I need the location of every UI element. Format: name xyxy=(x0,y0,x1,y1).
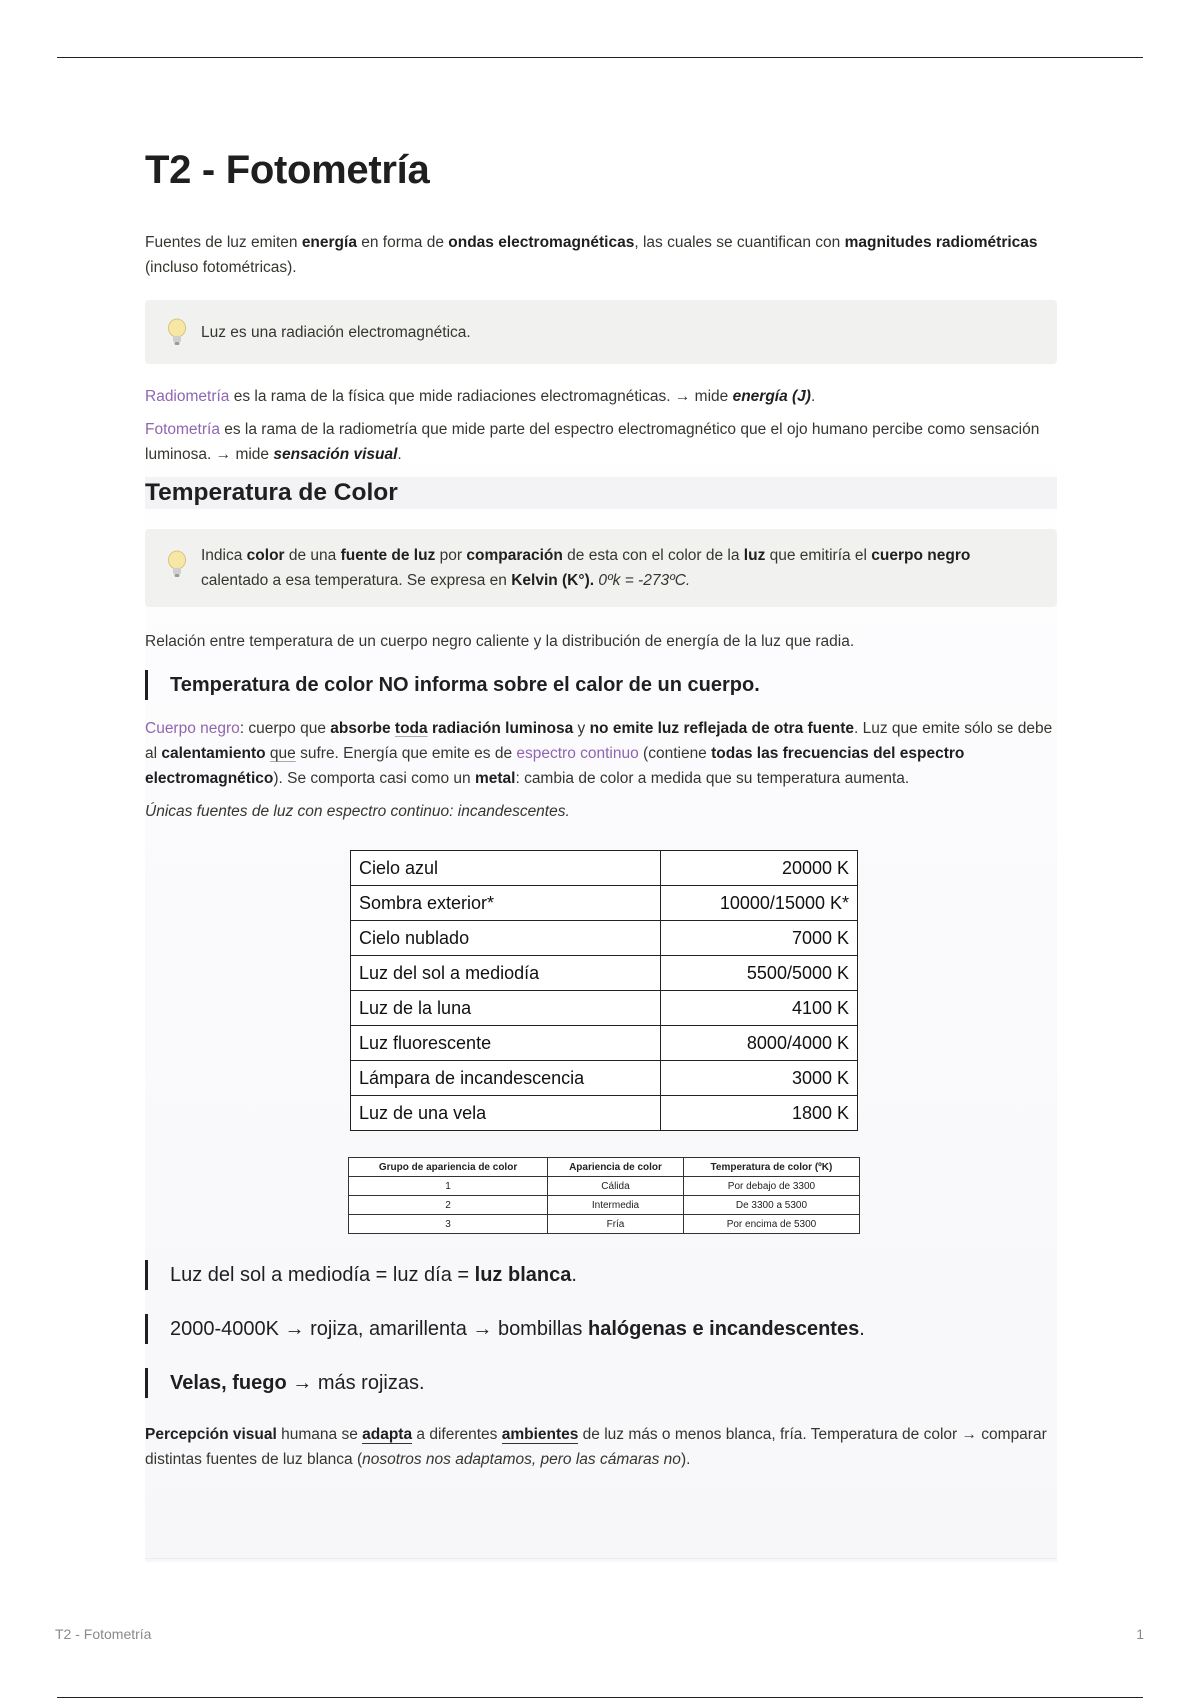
table-cell: Fría xyxy=(548,1215,684,1234)
callout-light xyxy=(145,300,1057,364)
footer-title: T2 - Fotometría xyxy=(55,1626,152,1642)
top-rule xyxy=(57,57,1143,58)
espectro-continuo-term: espectro continuo xyxy=(516,745,639,762)
footer-page-number: 1 xyxy=(1136,1626,1144,1642)
table-cell: 2 xyxy=(349,1196,548,1215)
kelvin-cell: 8000/4000 K xyxy=(661,1026,858,1061)
light-source-cell: Luz fluorescente xyxy=(351,1026,661,1061)
callout-color-temperature-text: Indica color de una fuente de luz por comparación de esta con el color de la luz que emitiría el cuerpo negro calentado a esa temperatura. Se expresa en Kelvin (K°). 0ºk = -273ºC. xyxy=(201,547,971,589)
light-source-cell: Luz de una vela xyxy=(351,1096,661,1131)
callout-color-temperature xyxy=(145,529,1057,607)
quote-white-light: Luz del sol a mediodía = luz día = luz blanca. xyxy=(145,1260,1057,1290)
quote-candles: Velas, fuego → más rojizas. xyxy=(145,1368,1057,1398)
percepcion-paragraph: Percepción visual humana se adapta a diferentes ambientes de luz más o menos blanca, fría. Temperatura de color → comparar distintas fuentes de luz blanca (nosotros nos adaptamos, pero las cámaras no). xyxy=(145,1426,1047,1468)
relacion-paragraph: Relación entre temperatura de un cuerpo negro caliente y la distribución de energía de la luz que radia. xyxy=(145,633,855,650)
column-header: Grupo de apariencia de color xyxy=(349,1158,548,1177)
table-row xyxy=(351,1026,858,1061)
table-cell: Cálida xyxy=(548,1177,684,1196)
light-source-cell: Luz de la luna xyxy=(351,991,661,1026)
page-title: T2 - Fotometría xyxy=(145,148,430,192)
table-cell: Por debajo de 3300 xyxy=(683,1177,859,1196)
table-row xyxy=(351,886,858,921)
light-source-cell: Sombra exterior* xyxy=(351,886,661,921)
color-temperature-table xyxy=(350,850,858,1131)
bottom-rule xyxy=(57,1697,1143,1698)
kelvin-cell: 10000/15000 K* xyxy=(661,886,858,921)
cuerpo-negro-paragraph: Cuerpo negro: cuerpo que absorbe toda radiación luminosa y no emite luz reflejada de otra fuente. Luz que emite sólo se debe al calentamiento que sufre. Energía que emite es de espectro continuo (contiene todas las frecuencias del espectro electromagnético). Se comporta casi como un metal: cambia de color a medida que su temperatura aumenta. xyxy=(145,720,1053,787)
table-row xyxy=(351,1096,858,1131)
kelvin-cell: 4100 K xyxy=(661,991,858,1026)
fotometria-paragraph: Fotometría es la rama de la radiometría que mide parte del espectro electromagnético que el ojo humano percibe como sensación luminosa. → mide sensación visual. xyxy=(145,421,1040,463)
kelvin-cell: 7000 K xyxy=(661,921,858,956)
color-appearance-table xyxy=(348,1157,860,1234)
table-row xyxy=(349,1215,860,1234)
lightbulb-icon xyxy=(165,317,189,347)
column-header: Temperatura de color (ºK) xyxy=(683,1158,859,1177)
kelvin-cell: 5500/5000 K xyxy=(661,956,858,991)
light-source-cell: Cielo nublado xyxy=(351,921,661,956)
table-row xyxy=(351,1061,858,1096)
heading-color-temperature: Temperatura de Color xyxy=(145,477,1057,509)
content-end-rule xyxy=(145,1558,1057,1559)
table-row xyxy=(351,921,858,956)
kelvin-cell: 3000 K xyxy=(661,1061,858,1096)
callout-light-text: Luz es una radiación electromagnética. xyxy=(201,323,471,341)
radiometria-paragraph: Radiometría es la rama de la física que mide radiaciones electromagnéticas. → mide energía (J). xyxy=(145,388,816,405)
quote-halogen: 2000-4000K → rojiza, amarillenta → bombillas halógenas e incandescentes. xyxy=(145,1314,1057,1344)
kelvin-cell: 1800 K xyxy=(661,1096,858,1131)
page-content xyxy=(145,130,1057,1472)
table-row xyxy=(351,851,858,886)
table-cell: Intermedia xyxy=(548,1196,684,1215)
light-source-cell: Cielo azul xyxy=(351,851,661,886)
table-row xyxy=(351,991,858,1026)
radiometria-term: Radiometría xyxy=(145,388,230,405)
table-cell: De 3300 a 5300 xyxy=(683,1196,859,1215)
light-source-cell: Lámpara de incandescencia xyxy=(351,1061,661,1096)
table-cell: 3 xyxy=(349,1215,548,1234)
table-cell: 1 xyxy=(349,1177,548,1196)
intro-paragraph: Fuentes de luz emiten energía en forma de ondas electromagnéticas, las cuales se cuantifican con magnitudes radiométricas (incluso fotométricas). xyxy=(145,234,1038,276)
column-header: Apariencia de color xyxy=(548,1158,684,1177)
table-cell: Por encima de 5300 xyxy=(683,1215,859,1234)
quote-no-heat: Temperatura de color NO informa sobre el calor de un cuerpo. xyxy=(145,670,1057,700)
unicas-paragraph: Únicas fuentes de luz con espectro continuo: incandescentes. xyxy=(145,803,570,820)
kelvin-cell: 20000 K xyxy=(661,851,858,886)
table-row xyxy=(349,1177,860,1196)
table-row xyxy=(351,956,858,991)
table-row xyxy=(349,1196,860,1215)
lightbulb-icon xyxy=(165,549,189,579)
cuerpo-negro-term: Cuerpo negro xyxy=(145,720,240,737)
light-source-cell: Luz del sol a mediodía xyxy=(351,956,661,991)
fotometria-term: Fotometría xyxy=(145,421,220,438)
